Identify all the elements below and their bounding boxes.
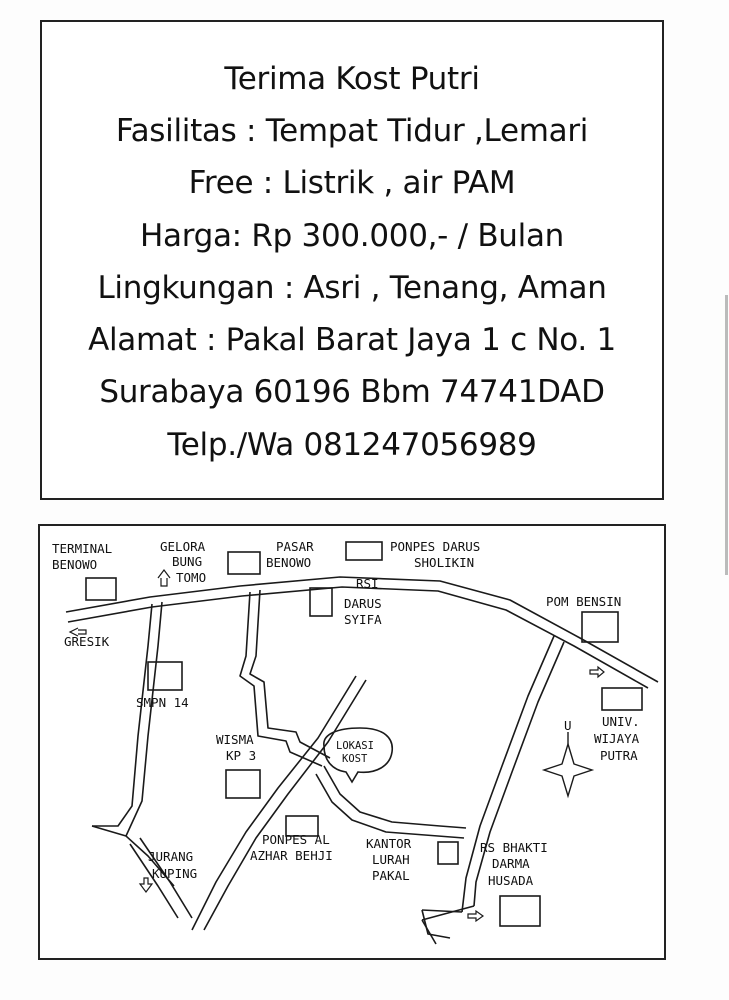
label-rs-3: HUSADA bbox=[488, 873, 534, 888]
label-pom: POM BENSIN bbox=[546, 594, 622, 609]
label-ponpes-al-2: AZHAR BEHJI bbox=[250, 848, 333, 863]
label-rs-2: DARMA bbox=[492, 856, 530, 871]
ponpes-darus-building bbox=[346, 542, 382, 560]
road-left-b bbox=[126, 602, 162, 836]
label-smpn: SMPN 14 bbox=[136, 695, 189, 710]
label-rsi-1: RSI bbox=[356, 576, 379, 591]
arrow-right-icon-2 bbox=[468, 911, 483, 921]
ad-free: Free : Listrik , air PAM bbox=[188, 165, 516, 201]
map-canvas bbox=[40, 526, 664, 958]
scan-edge-mark bbox=[725, 295, 728, 575]
label-univ-1: UNIV. bbox=[602, 714, 640, 729]
label-univ-3: PUTRA bbox=[600, 748, 638, 763]
label-wisma-2: KP 3 bbox=[226, 748, 257, 763]
label-wisma-1: WISMA bbox=[216, 732, 254, 747]
ad-phone: Telp./Wa 081247056989 bbox=[167, 427, 537, 463]
rsi-building bbox=[310, 588, 332, 616]
rs-building bbox=[500, 896, 540, 926]
gelora-building bbox=[228, 552, 260, 574]
terminal-building bbox=[86, 578, 116, 600]
compass-icon bbox=[544, 732, 592, 796]
label-rsi-2: DARUS bbox=[344, 596, 382, 611]
label-terminal-1: TERMINAL bbox=[52, 541, 113, 556]
label-lokasi-2: KOST bbox=[342, 753, 368, 765]
road-lower-a bbox=[324, 766, 466, 828]
label-kantor-2: LURAH bbox=[372, 852, 410, 867]
location-map bbox=[38, 524, 666, 960]
label-rsi-3: SYIFA bbox=[344, 612, 382, 627]
road-lower-b bbox=[316, 774, 464, 838]
road-diag-a bbox=[192, 676, 356, 930]
road-bottom-d bbox=[422, 920, 436, 944]
label-ponpes-darus-2: SHOLIKIN bbox=[414, 555, 475, 570]
arrow-right-icon bbox=[590, 667, 604, 677]
label-pasar-1: PASAR bbox=[276, 539, 314, 554]
road-main-top-a bbox=[66, 577, 658, 682]
road-bottom-b bbox=[422, 906, 474, 920]
ad-price: Harga: Rp 300.000,- / Bulan bbox=[139, 218, 564, 254]
arrow-up-icon bbox=[158, 570, 170, 586]
pom-building bbox=[582, 612, 618, 642]
ad-address: Alamat : Pakal Barat Jaya 1 c No. 1 bbox=[88, 322, 616, 358]
label-lokasi-1: LOKASI bbox=[336, 740, 374, 752]
ad-city-bbm: Surabaya 60196 Bbm 74741DAD bbox=[99, 374, 605, 410]
ad-text-box bbox=[40, 20, 664, 500]
road-diag-b bbox=[204, 680, 366, 930]
wisma-building bbox=[226, 770, 260, 798]
label-kantor-1: KANTOR bbox=[366, 836, 412, 851]
label-jurang-1: JURANG bbox=[148, 849, 194, 864]
label-jurang-2: KUPING bbox=[152, 866, 198, 881]
label-ponpes-darus-1: PONPES DARUS bbox=[390, 539, 481, 554]
label-terminal-2: BENOWO bbox=[52, 557, 98, 572]
univ-building bbox=[602, 688, 642, 710]
ad-facilities: Fasilitas : Tempat Tidur ,Lemari bbox=[115, 113, 589, 149]
label-gelora-1: GELORA bbox=[160, 539, 206, 554]
ad-title: Terima Kost Putri bbox=[224, 61, 480, 97]
kantor-building bbox=[438, 842, 458, 864]
label-ponpes-al-1: PONPES AL bbox=[262, 832, 330, 847]
label-gresik: GRESIK bbox=[64, 634, 110, 649]
arrow-down-icon bbox=[140, 878, 152, 892]
label-gelora-3: TOMO bbox=[176, 570, 207, 585]
label-gelora-2: BUNG bbox=[172, 554, 203, 569]
label-rs-1: RS BHAKTI bbox=[480, 840, 548, 855]
label-univ-2: WIJAYA bbox=[594, 731, 640, 746]
ad-environment: Lingkungan : Asri , Tenang, Aman bbox=[97, 270, 607, 306]
label-compass-u: U bbox=[564, 718, 572, 733]
label-pasar-2: BENOWO bbox=[266, 555, 312, 570]
label-kantor-3: PAKAL bbox=[372, 868, 410, 883]
